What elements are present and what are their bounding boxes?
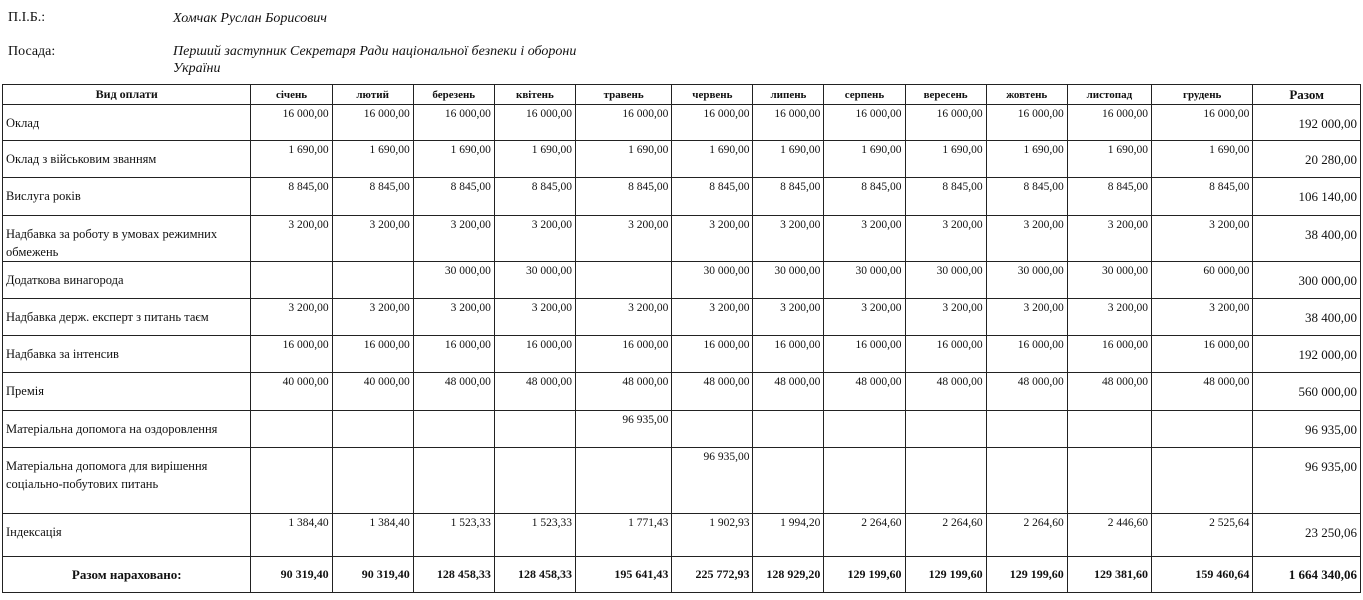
cell-value: 1 690,00 bbox=[672, 141, 753, 178]
cell-value: 3 200,00 bbox=[905, 216, 986, 262]
cell-value: 16 000,00 bbox=[251, 105, 332, 141]
cell-value: 3 200,00 bbox=[753, 299, 824, 336]
cell-value bbox=[1151, 448, 1252, 514]
row-label: Матеріальна допомога для вирішення соціально-побутових питань bbox=[3, 448, 251, 514]
column-header-month: квітень bbox=[494, 85, 575, 105]
cell-value: 16 000,00 bbox=[905, 336, 986, 373]
table-row bbox=[3, 514, 1361, 557]
cell-value: 3 200,00 bbox=[332, 299, 413, 336]
cell-value: 1 690,00 bbox=[905, 141, 986, 178]
cell-value: 16 000,00 bbox=[824, 336, 905, 373]
cell-value: 8 845,00 bbox=[251, 178, 332, 216]
row-label: Премія bbox=[3, 373, 251, 411]
row-total: 300 000,00 bbox=[1253, 262, 1361, 299]
column-header-month: червень bbox=[672, 85, 753, 105]
cell-value: 3 200,00 bbox=[575, 216, 671, 262]
grand-total: 1 664 340,06 bbox=[1253, 557, 1361, 593]
cell-value: 16 000,00 bbox=[332, 336, 413, 373]
table-row bbox=[3, 262, 1361, 299]
cell-value: 30 000,00 bbox=[986, 262, 1067, 299]
cell-value: 48 000,00 bbox=[575, 373, 671, 411]
table-row bbox=[3, 448, 1361, 514]
cell-value: 96 935,00 bbox=[672, 448, 753, 514]
cell-value: 2 525,64 bbox=[1151, 514, 1252, 557]
footer-cell-value: 129 381,60 bbox=[1067, 557, 1151, 593]
cell-value: 16 000,00 bbox=[753, 336, 824, 373]
footer-cell-value: 159 460,64 bbox=[1151, 557, 1252, 593]
cell-value: 16 000,00 bbox=[1067, 105, 1151, 141]
cell-value: 1 690,00 bbox=[986, 141, 1067, 178]
cell-value bbox=[986, 411, 1067, 448]
cell-value bbox=[824, 411, 905, 448]
table-row bbox=[3, 299, 1361, 336]
cell-value: 30 000,00 bbox=[1067, 262, 1151, 299]
cell-value: 8 845,00 bbox=[1067, 178, 1151, 216]
footer-cell-value: 128 458,33 bbox=[413, 557, 494, 593]
footer-cell-value: 90 319,40 bbox=[251, 557, 332, 593]
cell-value: 3 200,00 bbox=[1151, 216, 1252, 262]
cell-value: 1 902,93 bbox=[672, 514, 753, 557]
cell-value: 1 384,40 bbox=[332, 514, 413, 557]
cell-value bbox=[251, 262, 332, 299]
cell-value bbox=[332, 448, 413, 514]
cell-value: 1 384,40 bbox=[251, 514, 332, 557]
row-label: Надбавка за роботу в умовах режимних обмежень bbox=[3, 216, 251, 262]
cell-value: 96 935,00 bbox=[575, 411, 671, 448]
row-total: 38 400,00 bbox=[1253, 299, 1361, 336]
position-value-line2: України bbox=[173, 61, 221, 76]
table-row bbox=[3, 336, 1361, 373]
cell-value: 1 523,33 bbox=[494, 514, 575, 557]
row-total: 96 935,00 bbox=[1253, 448, 1361, 514]
cell-value: 3 200,00 bbox=[824, 299, 905, 336]
cell-value: 1 690,00 bbox=[753, 141, 824, 178]
cell-value: 8 845,00 bbox=[753, 178, 824, 216]
cell-value bbox=[905, 411, 986, 448]
column-header-month: жовтень bbox=[986, 85, 1067, 105]
cell-value: 30 000,00 bbox=[672, 262, 753, 299]
cell-value: 40 000,00 bbox=[251, 373, 332, 411]
cell-value: 3 200,00 bbox=[332, 216, 413, 262]
cell-value bbox=[1151, 411, 1252, 448]
cell-value: 8 845,00 bbox=[413, 178, 494, 216]
cell-value: 8 845,00 bbox=[494, 178, 575, 216]
footer-cell-value: 129 199,60 bbox=[986, 557, 1067, 593]
cell-value: 16 000,00 bbox=[824, 105, 905, 141]
cell-value: 3 200,00 bbox=[575, 299, 671, 336]
cell-value: 3 200,00 bbox=[413, 216, 494, 262]
cell-value: 16 000,00 bbox=[251, 336, 332, 373]
row-total: 23 250,06 bbox=[1253, 514, 1361, 557]
row-label: Вислуга років bbox=[3, 178, 251, 216]
footer-cell-value: 129 199,60 bbox=[824, 557, 905, 593]
salary-table bbox=[2, 84, 1361, 593]
cell-value: 8 845,00 bbox=[986, 178, 1067, 216]
row-label: Надбавка за інтенсив bbox=[3, 336, 251, 373]
table-row bbox=[3, 411, 1361, 448]
cell-value: 40 000,00 bbox=[332, 373, 413, 411]
column-header-month: серпень bbox=[824, 85, 905, 105]
cell-value: 30 000,00 bbox=[824, 262, 905, 299]
row-label: Індексація bbox=[3, 514, 251, 557]
cell-value: 60 000,00 bbox=[1151, 262, 1252, 299]
cell-value: 30 000,00 bbox=[753, 262, 824, 299]
footer-cell-value: 128 929,20 bbox=[753, 557, 824, 593]
column-header-month: травень bbox=[575, 85, 671, 105]
row-total: 106 140,00 bbox=[1253, 178, 1361, 216]
cell-value: 48 000,00 bbox=[494, 373, 575, 411]
cell-value: 16 000,00 bbox=[575, 105, 671, 141]
column-header-month: березень bbox=[413, 85, 494, 105]
cell-value: 8 845,00 bbox=[1151, 178, 1252, 216]
cell-value bbox=[413, 448, 494, 514]
column-header-month: січень bbox=[251, 85, 332, 105]
cell-value: 16 000,00 bbox=[672, 105, 753, 141]
cell-value bbox=[332, 411, 413, 448]
cell-value: 1 771,43 bbox=[575, 514, 671, 557]
table-footer-row bbox=[3, 557, 1361, 593]
cell-value: 16 000,00 bbox=[413, 336, 494, 373]
cell-value: 8 845,00 bbox=[332, 178, 413, 216]
cell-value: 16 000,00 bbox=[494, 336, 575, 373]
cell-value: 16 000,00 bbox=[986, 336, 1067, 373]
row-label: Оклад з військовим званням bbox=[3, 141, 251, 178]
cell-value: 3 200,00 bbox=[251, 299, 332, 336]
cell-value: 2 264,60 bbox=[824, 514, 905, 557]
cell-value: 2 446,60 bbox=[1067, 514, 1151, 557]
cell-value bbox=[494, 448, 575, 514]
footer-cell-value: 90 319,40 bbox=[332, 557, 413, 593]
cell-value: 1 690,00 bbox=[332, 141, 413, 178]
row-total: 192 000,00 bbox=[1253, 336, 1361, 373]
cell-value: 30 000,00 bbox=[413, 262, 494, 299]
cell-value: 1 690,00 bbox=[494, 141, 575, 178]
cell-value bbox=[494, 411, 575, 448]
cell-value: 16 000,00 bbox=[575, 336, 671, 373]
row-label: Додаткова винагорода bbox=[3, 262, 251, 299]
cell-value: 48 000,00 bbox=[1151, 373, 1252, 411]
footer-cell-value: 225 772,93 bbox=[672, 557, 753, 593]
position-value bbox=[173, 43, 576, 77]
cell-value: 30 000,00 bbox=[494, 262, 575, 299]
cell-value bbox=[575, 448, 671, 514]
cell-value: 3 200,00 bbox=[494, 216, 575, 262]
row-label: Надбавка держ. експерт з питань таєм bbox=[3, 299, 251, 336]
table-row bbox=[3, 178, 1361, 216]
cell-value: 3 200,00 bbox=[1067, 216, 1151, 262]
cell-value: 16 000,00 bbox=[986, 105, 1067, 141]
cell-value: 3 200,00 bbox=[251, 216, 332, 262]
column-header-month: листопад bbox=[1067, 85, 1151, 105]
table-row bbox=[3, 373, 1361, 411]
cell-value: 1 690,00 bbox=[824, 141, 905, 178]
cell-value: 3 200,00 bbox=[1067, 299, 1151, 336]
table-body bbox=[3, 105, 1361, 593]
row-total: 38 400,00 bbox=[1253, 216, 1361, 262]
table-row bbox=[3, 105, 1361, 141]
pib-label: П.І.Б.: bbox=[8, 10, 46, 25]
cell-value: 48 000,00 bbox=[413, 373, 494, 411]
cell-value bbox=[753, 411, 824, 448]
cell-value: 30 000,00 bbox=[905, 262, 986, 299]
cell-value: 48 000,00 bbox=[986, 373, 1067, 411]
cell-value: 16 000,00 bbox=[1151, 336, 1252, 373]
position-value-line1: Перший заступник Секретаря Ради національної безпеки і оборони bbox=[173, 44, 577, 59]
cell-value bbox=[1067, 411, 1151, 448]
cell-value: 16 000,00 bbox=[332, 105, 413, 141]
table-row bbox=[3, 141, 1361, 178]
cell-value bbox=[824, 448, 905, 514]
cell-value: 1 994,20 bbox=[753, 514, 824, 557]
cell-value bbox=[986, 448, 1067, 514]
cell-value: 48 000,00 bbox=[753, 373, 824, 411]
column-header-type: Вид оплати bbox=[3, 85, 251, 105]
table-row bbox=[3, 216, 1361, 262]
pib-value: Хомчак Руслан Борисович bbox=[173, 11, 327, 26]
cell-value: 1 690,00 bbox=[1151, 141, 1252, 178]
position-label: Посада: bbox=[8, 44, 56, 59]
cell-value: 16 000,00 bbox=[494, 105, 575, 141]
cell-value bbox=[332, 262, 413, 299]
cell-value: 8 845,00 bbox=[824, 178, 905, 216]
column-header-month: лютий bbox=[332, 85, 413, 105]
cell-value: 3 200,00 bbox=[413, 299, 494, 336]
footer-cell-value: 129 199,60 bbox=[905, 557, 986, 593]
cell-value bbox=[575, 262, 671, 299]
cell-value: 2 264,60 bbox=[986, 514, 1067, 557]
cell-value bbox=[672, 411, 753, 448]
cell-value bbox=[905, 448, 986, 514]
row-label: Матеріальна допомога на оздоровлення bbox=[3, 411, 251, 448]
footer-label: Разом нараховано: bbox=[3, 557, 251, 593]
cell-value bbox=[413, 411, 494, 448]
cell-value: 1 690,00 bbox=[251, 141, 332, 178]
cell-value: 8 845,00 bbox=[575, 178, 671, 216]
cell-value bbox=[1067, 448, 1151, 514]
cell-value: 1 690,00 bbox=[575, 141, 671, 178]
cell-value bbox=[251, 411, 332, 448]
cell-value bbox=[753, 448, 824, 514]
column-header-total: Разом bbox=[1253, 85, 1361, 105]
row-label: Оклад bbox=[3, 105, 251, 141]
cell-value: 48 000,00 bbox=[905, 373, 986, 411]
row-total: 96 935,00 bbox=[1253, 411, 1361, 448]
cell-value: 3 200,00 bbox=[753, 216, 824, 262]
cell-value: 1 690,00 bbox=[413, 141, 494, 178]
cell-value: 48 000,00 bbox=[672, 373, 753, 411]
cell-value: 16 000,00 bbox=[753, 105, 824, 141]
cell-value: 16 000,00 bbox=[1067, 336, 1151, 373]
cell-value: 3 200,00 bbox=[824, 216, 905, 262]
row-total: 20 280,00 bbox=[1253, 141, 1361, 178]
row-total: 560 000,00 bbox=[1253, 373, 1361, 411]
cell-value: 16 000,00 bbox=[905, 105, 986, 141]
footer-cell-value: 128 458,33 bbox=[494, 557, 575, 593]
column-header-month: грудень bbox=[1151, 85, 1252, 105]
cell-value: 1 523,33 bbox=[413, 514, 494, 557]
cell-value: 3 200,00 bbox=[672, 299, 753, 336]
row-total: 192 000,00 bbox=[1253, 105, 1361, 141]
cell-value: 3 200,00 bbox=[986, 299, 1067, 336]
cell-value: 3 200,00 bbox=[986, 216, 1067, 262]
cell-value: 16 000,00 bbox=[1151, 105, 1252, 141]
cell-value: 3 200,00 bbox=[1151, 299, 1252, 336]
cell-value: 3 200,00 bbox=[494, 299, 575, 336]
cell-value: 3 200,00 bbox=[905, 299, 986, 336]
cell-value: 3 200,00 bbox=[672, 216, 753, 262]
cell-value: 16 000,00 bbox=[413, 105, 494, 141]
column-header-month: липень bbox=[753, 85, 824, 105]
cell-value: 48 000,00 bbox=[1067, 373, 1151, 411]
cell-value bbox=[251, 448, 332, 514]
column-header-month: вересень bbox=[905, 85, 986, 105]
cell-value: 2 264,60 bbox=[905, 514, 986, 557]
cell-value: 48 000,00 bbox=[824, 373, 905, 411]
table-header-row bbox=[3, 85, 1361, 105]
footer-cell-value: 195 641,43 bbox=[575, 557, 671, 593]
cell-value: 1 690,00 bbox=[1067, 141, 1151, 178]
cell-value: 8 845,00 bbox=[905, 178, 986, 216]
cell-value: 16 000,00 bbox=[672, 336, 753, 373]
cell-value: 8 845,00 bbox=[672, 178, 753, 216]
